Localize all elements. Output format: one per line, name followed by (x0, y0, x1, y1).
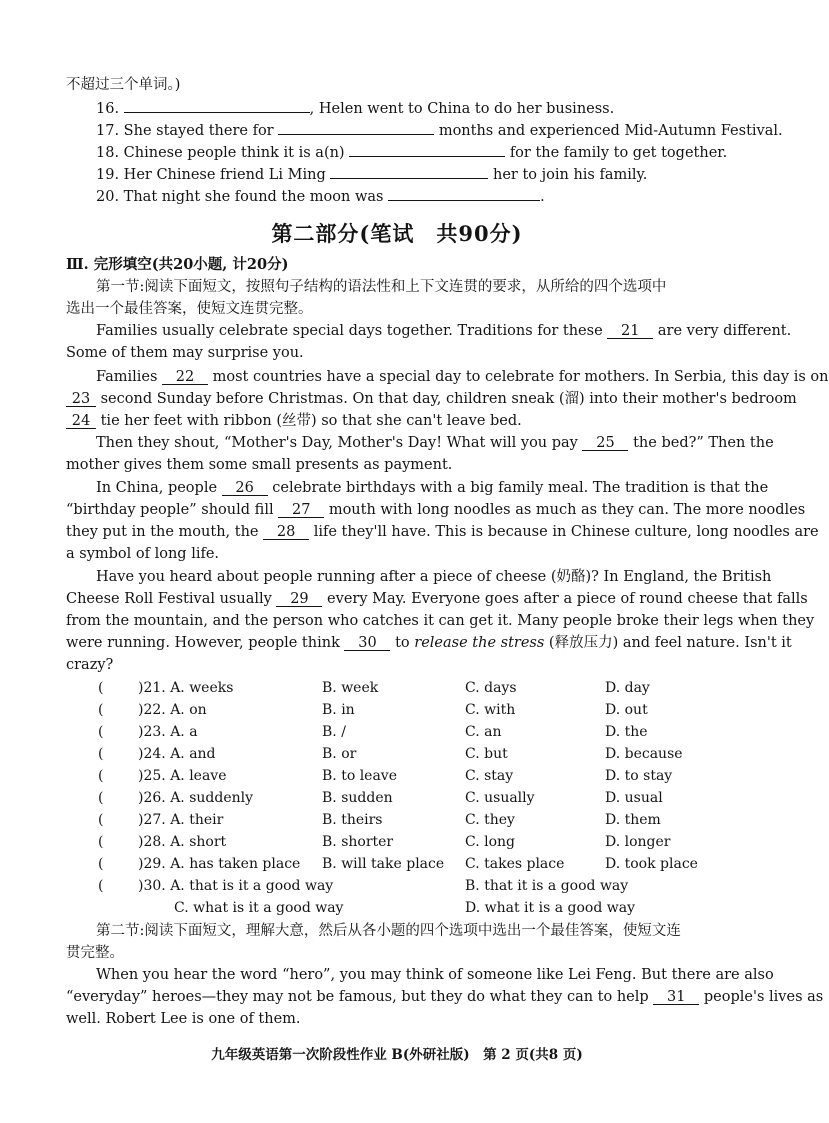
cloze-blank-23[interactable]: 23 (66, 392, 96, 407)
option-c[interactable]: C. with (465, 702, 516, 718)
section-heading: Ⅲ. 完形填空(共20小题, 计20分) (66, 256, 289, 273)
passage1-line: Cheese Roll Festival usually 29 every May. Everyone goes after a piece of round cheese that falls (66, 591, 808, 607)
listening-item-19: 19. Her Chinese friend Li Ming her to join his family. (96, 164, 647, 184)
option-a[interactable]: A. their (170, 812, 224, 828)
part2-instructions: 第二节:阅读下面短文，理解大意，然后从各小题的四个选项中选出一个最佳答案，使短文连 (96, 923, 681, 939)
passage1-line: crazy? (66, 657, 114, 673)
passage1-line: Have you heard about people running after a piece of cheese (奶酪)? In England, the British (96, 569, 772, 585)
listening-item-17: 17. She stayed there for months and experienced Mid-Autumn Festival. (96, 120, 783, 140)
passage1-line: Then they shout, “Mother's Day, Mother's Day! What will you pay 25 the bed?” Then the (96, 435, 774, 451)
option-c[interactable]: C. takes place (465, 856, 565, 872)
part1-instructions-cont: 选出一个最佳答案，使短文连贯完整。 (66, 301, 313, 317)
answer-blank[interactable] (388, 186, 540, 201)
option-a[interactable]: A. a (170, 724, 198, 740)
answer-blank[interactable] (330, 164, 488, 179)
option-b[interactable]: B. to leave (322, 768, 397, 784)
passage1-line: a symbol of long life. (66, 546, 220, 562)
question-number: )27. A. their (138, 812, 224, 828)
part-title: 第二部分(笔试 共90分) (271, 221, 523, 246)
cloze-blank-28[interactable]: 28 (263, 525, 309, 540)
passage1-line: from the mountain, and the person who catches it can get it. Many people broke their legs when they (66, 613, 815, 629)
answer-paren[interactable]: ( (98, 768, 104, 784)
option-a[interactable]: A. has taken place (170, 856, 301, 872)
option-b[interactable]: B. that it is a good way (465, 878, 629, 894)
answer-paren[interactable]: ( (98, 746, 104, 762)
option-d[interactable]: D. day (605, 680, 650, 696)
option-b[interactable]: B. shorter (322, 834, 394, 850)
option-c[interactable]: C. stay (465, 768, 514, 784)
answer-paren[interactable]: ( (98, 702, 104, 718)
answer-blank[interactable] (278, 120, 434, 135)
option-c[interactable]: C. what is it a good way (174, 900, 344, 916)
option-c[interactable]: C. days (465, 680, 517, 696)
cloze-blank-25[interactable]: 25 (582, 436, 628, 451)
answer-paren[interactable]: ( (98, 680, 104, 696)
option-b[interactable]: B. will take place (322, 856, 445, 872)
cloze-blank-26[interactable]: 26 (222, 481, 268, 496)
option-b[interactable]: B. / (322, 724, 346, 740)
option-b[interactable]: B. week (322, 680, 379, 696)
option-d[interactable]: D. out (605, 702, 648, 718)
passage1-line: “birthday people” should fill 27 mouth with long noodles as much as they can. The more noodles (66, 502, 806, 518)
option-d[interactable]: D. took place (605, 856, 698, 872)
question-number: )25. A. leave (138, 768, 227, 784)
cloze-blank-22[interactable]: 22 (162, 370, 208, 385)
passage1-line: In China, people 26 celebrate birthdays with a big family meal. The tradition is that the (96, 480, 769, 496)
cloze-blank-24[interactable]: 24 (66, 414, 96, 429)
passage1-line: mother gives them some small presents as payment. (66, 457, 453, 473)
listening-item-20: 20. That night she found the moon was . (96, 186, 545, 206)
option-b[interactable]: B. theirs (322, 812, 383, 828)
option-a[interactable]: A. suddenly (170, 790, 254, 806)
cloze-blank-21[interactable]: 21 (607, 324, 653, 339)
passage1-line: 23 second Sunday before Christmas. On that day, children sneak (溜) into their mother's bedroom (66, 390, 797, 408)
answer-paren[interactable]: ( (98, 878, 104, 894)
option-d[interactable]: D. what it is a good way (465, 900, 635, 916)
option-d[interactable]: D. usual (605, 790, 663, 806)
listening-item-16: 16. , Helen went to China to do her business. (96, 98, 614, 118)
passage1-line: Families usually celebrate special days together. Traditions for these 21 are very different. (96, 323, 792, 339)
option-c[interactable]: C. an (465, 724, 502, 740)
question-number: )22. A. on (138, 702, 207, 718)
option-c[interactable]: C. but (465, 746, 508, 762)
part1-instructions: 第一节:阅读下面短文，按照句子结构的语法性和上下文连贯的要求，从所给的四个选项中 (96, 279, 667, 295)
question-number: )30. A. that is it a good way (138, 878, 334, 894)
option-a[interactable]: A. that is it a good way (170, 878, 334, 894)
question-number: )26. A. suddenly (138, 790, 254, 806)
answer-paren[interactable]: ( (98, 790, 104, 806)
page-footer: 九年级英语第一次阶段性作业 B(外研社版) 第 2 页(共8 页) (211, 1047, 583, 1063)
passage2-line: well. Robert Lee is one of them. (66, 1011, 301, 1027)
listening-item-18: 18. Chinese people think it is a(n) for the family to get together. (96, 142, 727, 162)
option-a[interactable]: A. on (170, 702, 207, 718)
option-c[interactable]: C. long (465, 834, 515, 850)
option-a[interactable]: A. and (170, 746, 216, 762)
passage1-line: they put in the mouth, the 28 life they'll have. This is because in Chinese culture, long noodles are (66, 524, 819, 540)
passage1-line: Families 22 most countries have a special day to celebrate for mothers. In Serbia, this day is on (96, 369, 829, 385)
question-number: )29. A. has taken place (138, 856, 301, 872)
cloze-blank-27[interactable]: 27 (278, 503, 324, 518)
question-number: )28. A. short (138, 834, 227, 850)
passage2-line: “everyday” heroes—they may not be famous, but they do what they can to help 31 people's lives as (66, 989, 824, 1005)
passage2-line: When you hear the word “hero”, you may think of someone like Lei Feng. But there are also (96, 967, 774, 983)
cloze-blank-29[interactable]: 29 (276, 592, 322, 607)
cloze-blank-31[interactable]: 31 (653, 990, 699, 1005)
option-a[interactable]: A. leave (170, 768, 227, 784)
answer-paren[interactable]: ( (98, 834, 104, 850)
question-number: )23. A. a (138, 724, 198, 740)
passage1-line: 24 tie her feet with ribbon (丝带) so that she can't leave bed. (66, 412, 522, 430)
option-b[interactable]: B. sudden (322, 790, 393, 806)
question-number: )21. A. weeks (138, 680, 234, 696)
option-c[interactable]: C. usually (465, 790, 535, 806)
cloze-blank-30[interactable]: 30 (344, 636, 390, 651)
option-a[interactable]: A. short (170, 834, 227, 850)
question-number: )24. A. and (138, 746, 216, 762)
option-a[interactable]: A. weeks (170, 680, 234, 696)
option-d[interactable]: D. the (605, 724, 648, 740)
passage1-line: Some of them may surprise you. (66, 345, 304, 361)
answer-paren[interactable]: ( (98, 724, 104, 740)
continuation-note: 不超过三个单词。) (66, 77, 181, 93)
answer-paren[interactable]: ( (98, 812, 104, 828)
option-d[interactable]: D. because (605, 746, 683, 762)
option-b[interactable]: B. or (322, 746, 357, 762)
option-b[interactable]: B. in (322, 702, 355, 718)
part2-instructions-cont: 贯完整。 (66, 945, 124, 961)
answer-blank[interactable] (124, 98, 310, 113)
answer-paren[interactable]: ( (98, 856, 104, 872)
option-c[interactable]: C. they (465, 812, 515, 828)
option-d[interactable]: D. longer (605, 834, 671, 850)
answer-blank[interactable] (349, 142, 505, 157)
passage1-line: were running. However, people think 30 to release the stress (释放压力) and feel nature. Isn't it (66, 635, 792, 651)
option-d[interactable]: D. them (605, 812, 661, 828)
option-d[interactable]: D. to stay (605, 768, 673, 784)
